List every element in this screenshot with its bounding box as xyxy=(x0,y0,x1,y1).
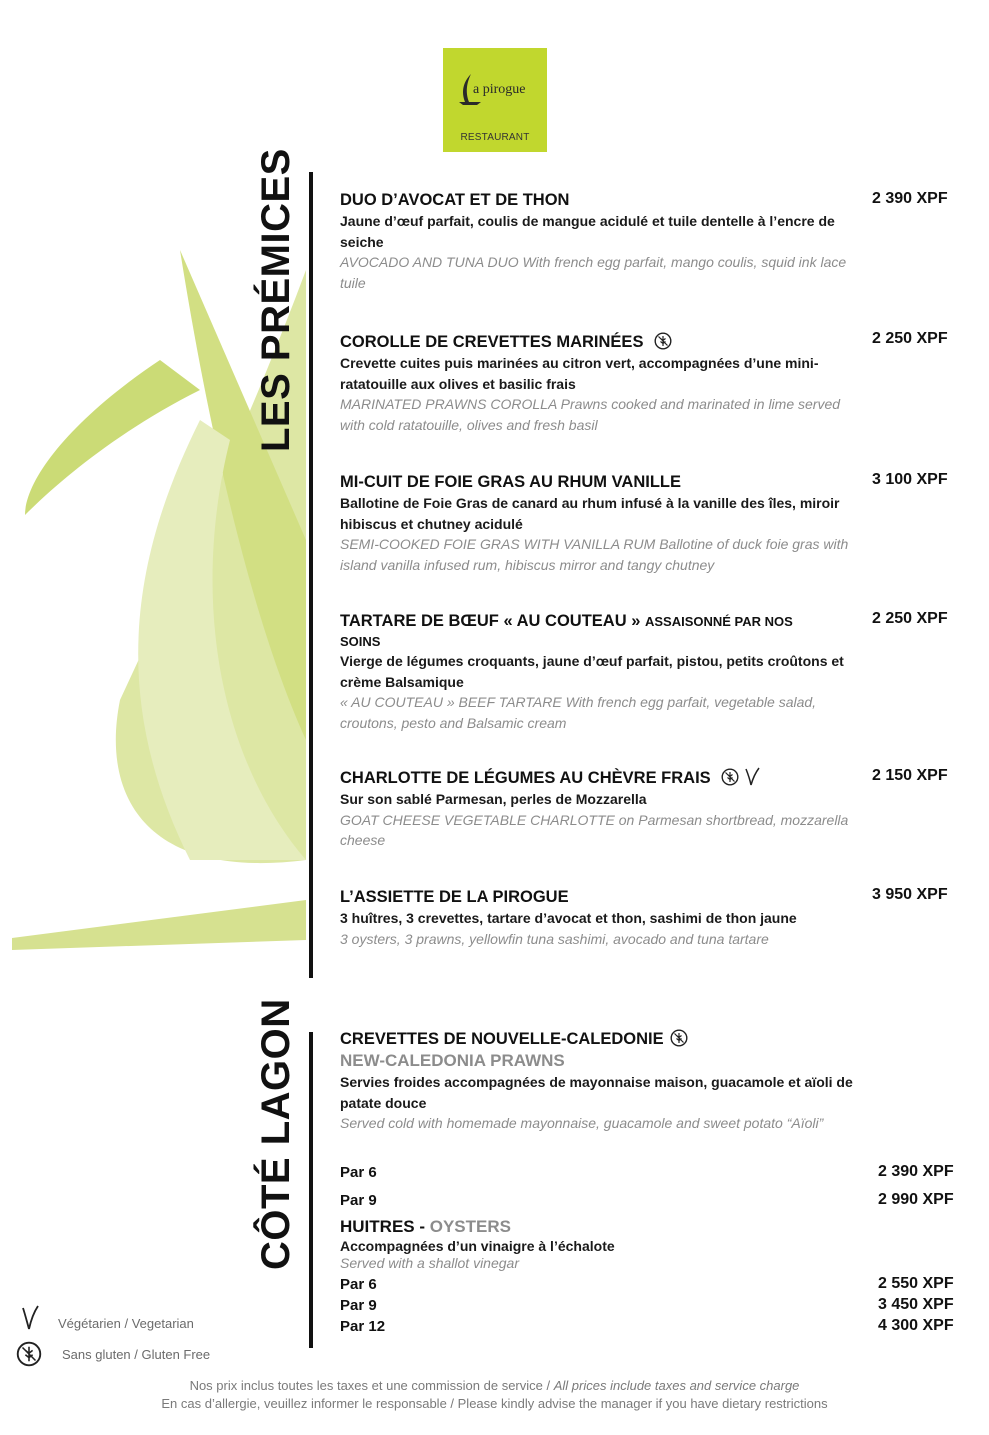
gluten-free-icon xyxy=(654,332,672,350)
menu-item xyxy=(340,471,860,575)
gluten-free-icon xyxy=(16,1341,42,1367)
portion-label: Par 12 xyxy=(340,1318,386,1335)
dish-price: 3 950 XPF xyxy=(872,886,948,903)
dish-description-fr: Crevette cuites puis marinées au citron vert, accompagnées d’une mini-ratatouille aux olives et basilic frais xyxy=(340,355,819,392)
dish-name-row xyxy=(340,1028,870,1050)
dish-name-row xyxy=(340,610,860,633)
dish-description-en: AVOCADO AND TUNA DUO With french egg parfait, mango coulis, squid ink lace tuile xyxy=(340,254,847,291)
dish-description-en: Served cold with homemade mayonnaise, guacamole and sweet potato “Aïoli” xyxy=(340,1115,824,1131)
footer-note-fr: Nos prix inclus toutes les taxes et une commission de service / xyxy=(189,1378,551,1393)
dish-name-en: OYSTERS xyxy=(429,1217,511,1236)
logo-name: a pirogue xyxy=(473,82,526,97)
portion-label: Par 9 xyxy=(340,1192,377,1209)
menu-item xyxy=(340,1028,870,1134)
section-title-lagon: CÔTÉ LAGON xyxy=(254,998,298,1270)
dish-name: CREVETTES DE NOUVELLE-CALEDONIE xyxy=(340,1030,664,1048)
dish-name: CHARLOTTE DE LÉGUMES AU CHÈVRE FRAIS xyxy=(340,769,711,787)
section-title-premices: LES PRÉMICES xyxy=(254,148,298,452)
gluten-free-icon xyxy=(670,1029,688,1047)
footer-note-en: All prices include taxes and service charge xyxy=(553,1378,800,1393)
vegetarian-icon xyxy=(20,1304,40,1330)
dish-price: 3 100 XPF xyxy=(872,471,948,488)
logo-subtitle: RESTAURANT xyxy=(460,132,530,143)
dish-description-en: 3 oysters, 3 prawns, yellowfin tuna sashimi, avocado and tuna tartare xyxy=(340,930,769,947)
menu-item xyxy=(340,189,860,293)
dish-description-fr: Accompagnées d’un vinaigre à l’échalote xyxy=(340,1238,615,1254)
dish-name: TARTARE DE BŒUF « AU COUTEAU » xyxy=(340,612,641,630)
dish-name: L’ASSIETTE DE LA PIROGUE xyxy=(340,888,569,906)
menu-item xyxy=(340,766,860,851)
footer-allergy-note: En cas d’allergie, veuillez informer le responsable / Please kindly advise the manager if you have dietary restrictions xyxy=(161,1396,828,1411)
portion-price: 3 450 XPF xyxy=(878,1296,954,1313)
dish-description-fr: Ballotine de Foie Gras de canard au rhum infusé à la vanille des îles, miroir hibiscus et chutney acidulé xyxy=(340,495,840,532)
dish-description-en: « AU COUTEAU » BEEF TARTARE With french egg parfait, vegetable salad, croutons, pesto and Balsamic cream xyxy=(340,694,817,731)
legend-vegetarian: Végétarien / Vegetarian xyxy=(58,1316,194,1331)
legend-gluten-free: Sans gluten / Gluten Free xyxy=(62,1347,211,1362)
menu-item xyxy=(340,886,880,949)
dish-description-en: Served with a shallot vinegar xyxy=(340,1255,519,1271)
menu-item xyxy=(340,1216,860,1272)
dish-name-suffix: ASSAISONNÉ PAR NOS xyxy=(644,614,793,629)
menu-item xyxy=(340,331,860,435)
dish-description-en: MARINATED PRAWNS COROLLA Prawns cooked and marinated in lime served with cold ratatouille, olives and fresh basil xyxy=(340,396,841,433)
dish-price: 2 390 XPF xyxy=(872,190,948,207)
dish-name: COROLLE DE CREVETTES MARINÉES xyxy=(340,333,644,351)
dish-description-en: SEMI-COOKED FOIE GRAS WITH VANILLA RUM Ballotine of duck foie gras with island vanilla infused rum, hibiscus mirror and tangy chutney xyxy=(340,536,849,573)
portion-label: Par 9 xyxy=(340,1297,377,1314)
portion-label: Par 6 xyxy=(340,1164,377,1181)
dish-price: 2 250 XPF xyxy=(872,330,948,347)
section-divider-lagon xyxy=(309,1032,313,1348)
portion-price: 2 550 XPF xyxy=(878,1275,954,1292)
dish-description-fr: Vierge de légumes croquants, jaune d’œuf parfait, pistou, petits croûtons et crème Balsamique xyxy=(340,653,844,690)
dish-name-row xyxy=(340,1216,860,1238)
dish-description-fr: 3 huîtres, 3 crevettes, tartare d’avocat et thon, sashimi de thon jaune xyxy=(340,910,797,926)
dish-name: MI-CUIT DE FOIE GRAS AU RHUM VANILLE xyxy=(340,473,681,491)
gluten-free-icon xyxy=(721,768,739,786)
dish-description-fr: Jaune d’œuf parfait, coulis de mangue acidulé et tuile dentelle à l’encre de seiche xyxy=(340,213,835,250)
dish-description-fr: Sur son sablé Parmesan, perles de Mozzarella xyxy=(340,791,647,807)
dish-price: 2 250 XPF xyxy=(872,610,948,627)
dish-price: 2 150 XPF xyxy=(872,767,948,784)
portion-price: 2 990 XPF xyxy=(878,1191,954,1208)
portion-price: 4 300 XPF xyxy=(878,1317,954,1334)
dish-name: DUO D’AVOCAT ET DE THON xyxy=(340,191,570,209)
dish-name-row xyxy=(340,331,860,353)
restaurant-logo xyxy=(443,48,547,152)
vegetarian-icon xyxy=(744,766,760,786)
portion-label: Par 6 xyxy=(340,1276,377,1293)
dish-name-line2: SOINS xyxy=(340,634,381,649)
menu-item xyxy=(340,610,860,733)
dish-description-en: GOAT CHEESE VEGETABLE CHARLOTTE on Parmesan shortbread, mozzarella cheese xyxy=(340,811,849,848)
dish-description-fr: Servies froides accompagnées de mayonnaise maison, guacamole et aïoli de patate douce xyxy=(340,1074,853,1111)
footer-prices-note xyxy=(0,1378,989,1393)
dish-name: HUITRES - xyxy=(340,1217,425,1236)
portion-price: 2 390 XPF xyxy=(878,1163,954,1180)
section-divider-premices xyxy=(309,172,313,978)
dish-name-row xyxy=(340,766,860,789)
dish-name-en: NEW-CALEDONIA PRAWNS xyxy=(340,1051,565,1070)
